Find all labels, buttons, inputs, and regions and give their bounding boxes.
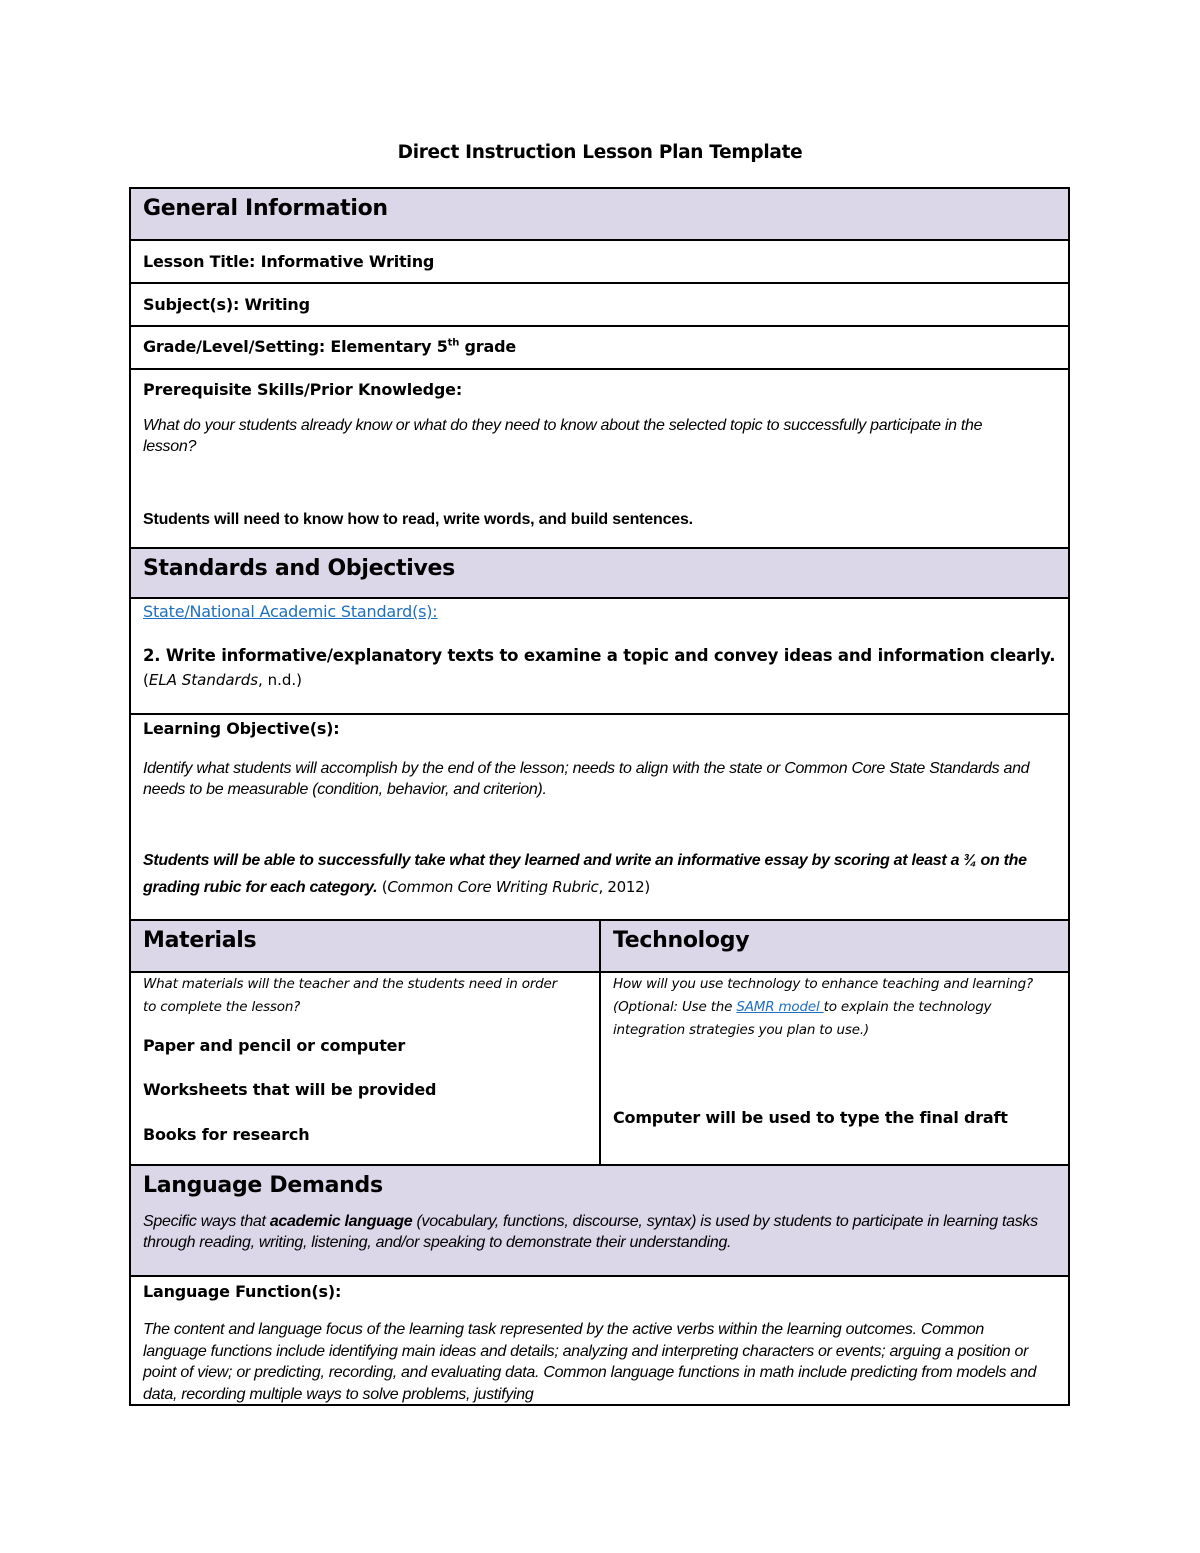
standards-row[interactable] xyxy=(131,599,1068,715)
subjects-row[interactable] xyxy=(131,284,1068,327)
lesson-plan-table xyxy=(129,187,1070,1406)
language-functions-row[interactable] xyxy=(131,1277,1068,1406)
prerequisite-prompt: What do your students already know or what do they need to know about the selected topic to successfully participate in the lesson? xyxy=(143,417,983,455)
lesson-title-field: Lesson Title: Informative Writing xyxy=(143,252,435,271)
section-header-materials-technology xyxy=(131,921,1068,973)
section-header-general-information xyxy=(131,189,1068,241)
grade-superscript: th xyxy=(447,337,460,349)
language-function-label: Language Function(s): xyxy=(143,1282,342,1301)
grade-field xyxy=(143,336,1056,358)
standard-citation: (ELA Standards, n.d.) xyxy=(143,671,302,689)
section-header-standards-objectives xyxy=(131,549,1068,599)
objective-label: Learning Objective(s): xyxy=(143,719,340,738)
materials-item: Books for research xyxy=(143,1125,310,1144)
materials-item: Worksheets that will be provided xyxy=(143,1080,437,1099)
materials-technology-row xyxy=(131,973,1068,1166)
section-title: Language Demands xyxy=(143,1173,383,1198)
grade-row[interactable] xyxy=(131,327,1068,370)
technology-answer: Computer will be used to type the final draft xyxy=(613,1108,1008,1127)
technology-prompt: How will you use technology to enhance teaching and learning? (Optional: Use the SAMR model to explain the technology integration strategies you plan to use.) xyxy=(613,976,1033,1038)
section-title: Standards and Objectives xyxy=(143,556,455,581)
grade-prefix: Grade/Level/Setting: Elementary 5 xyxy=(143,337,448,356)
technology-title: Technology xyxy=(613,928,750,953)
materials-item: Paper and pencil or computer xyxy=(143,1036,406,1055)
samr-model-link[interactable]: SAMR model xyxy=(736,999,824,1015)
language-function-prompt: The content and language focus of the learning task represented by the active verbs within the learning outcomes. Common language functions include identifying main ideas and details; analyzing and interpreting characters or events; arguing a position or point of view; or predicting, recording, and evaluating data. Common language functions in math include predicting from models and data, recording multiple ways to solve problems, justifying xyxy=(143,1321,1037,1403)
standard-link[interactable] xyxy=(143,602,1056,622)
materials-prompt: What materials will the teacher and the students need in order to complete the lesson? xyxy=(143,976,557,1015)
technology-cell[interactable] xyxy=(601,973,1068,1164)
learning-objectives-row[interactable] xyxy=(131,715,1068,921)
materials-title: Materials xyxy=(143,928,257,953)
objective-answer-text: Students will be able to successfully take what they learned and write an informative essay by scoring at least a ¾ on the grading rubic for each category. xyxy=(143,852,1027,896)
materials-cell[interactable] xyxy=(131,973,601,1164)
objective-answer: Students will be able to successfully take what they learned and write an informative essay by scoring at least a ¾ on the grading rubic for each category. (Common Core Writing Rubric, 2012) xyxy=(143,852,1027,896)
subjects-field: Subject(s): Writing xyxy=(143,295,310,314)
standard-link-text[interactable]: State/National Academic Standard(s): xyxy=(143,602,438,621)
technology-header-cell xyxy=(601,921,1068,971)
grade-suffix: grade xyxy=(459,337,516,356)
language-demands-description: Specific ways that academic language (vocabulary, functions, discourse, syntax) is used by students to participate in learning tasks through reading, writing, listening, and/or speaking to demonstrate their understanding. xyxy=(143,1213,1038,1251)
objective-prompt: Identify what students will accomplish by the end of the lesson; needs to align with the state or Common Core State Standards and needs to be measurable (condition, behavior, and criterion). xyxy=(143,760,1030,798)
prerequisite-label: Prerequisite Skills/Prior Knowledge: xyxy=(143,380,463,399)
lesson-title-row[interactable] xyxy=(131,241,1068,284)
standard-text: 2. Write informative/explanatory texts to examine a topic and convey ideas and information clearly. xyxy=(143,646,1056,665)
section-title: General Information xyxy=(143,196,388,221)
page-title: Direct Instruction Lesson Plan Template xyxy=(397,142,803,163)
prerequisite-answer: Students will need to know how to read, write words, and build sentences. xyxy=(143,511,693,528)
section-header-language-demands xyxy=(131,1166,1068,1277)
materials-header-cell xyxy=(131,921,601,971)
prerequisite-row[interactable] xyxy=(131,370,1068,549)
